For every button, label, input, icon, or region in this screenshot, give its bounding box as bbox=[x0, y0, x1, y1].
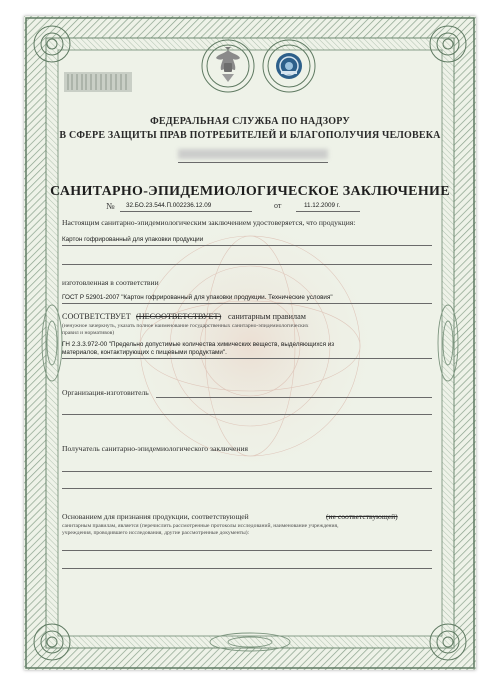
product-name: Картон гофрированный для упаковки продукции bbox=[62, 236, 204, 243]
product-underline-2 bbox=[62, 264, 432, 265]
product-underline bbox=[62, 245, 432, 246]
date-underline bbox=[296, 211, 360, 212]
certificate-page bbox=[24, 16, 476, 670]
basis-struck: (не соответствующей) bbox=[326, 512, 398, 521]
made-per-label: изготовленная в соответствии bbox=[62, 278, 159, 287]
standard-reference: ГОСТ Р 52901-2007 "Картон гофрированный для упаковки продукции. Технические условия" bbox=[62, 294, 333, 301]
conformity-caption-2: правил и нормативов) bbox=[62, 330, 115, 336]
department-underline bbox=[178, 162, 328, 163]
regulation-underline bbox=[62, 358, 432, 359]
conclusion-number: 32.БО.23.544.П.002236.12.09 bbox=[126, 202, 212, 209]
standard-underline bbox=[62, 303, 432, 304]
recipient-underline bbox=[62, 471, 432, 472]
rospotrebnadzor-logo-icon bbox=[275, 52, 303, 80]
number-underline bbox=[120, 211, 252, 212]
basis-caption-2: учреждения, проводившего исследования, другие рассмотренные документы): bbox=[62, 530, 250, 536]
coat-of-arms-icon bbox=[212, 46, 244, 84]
agency-name-line2: В СФЕРЕ ЗАЩИТЫ ПРАВ ПОТРЕБИТЕЛЕЙ И БЛАГОПОЛУЧИЯ ЧЕЛОВЕКА bbox=[59, 130, 441, 141]
certifies-statement: Настоящим санитарно-эпидемиологическим заключением удостоверяется, что продукция: bbox=[62, 218, 356, 227]
basis-prefix: Основанием для признания продукции, соответствующей bbox=[62, 512, 249, 521]
conclusion-date: 11.12.2009 г. bbox=[304, 202, 341, 209]
redacted-department bbox=[178, 149, 328, 159]
basis-underline-2 bbox=[62, 568, 432, 569]
document-title: САНИТАРНО-ЭПИДЕМИОЛОГИЧЕСКОЕ ЗАКЛЮЧЕНИЕ bbox=[50, 184, 450, 199]
basis-underline bbox=[62, 550, 432, 551]
conformity-suffix: санитарным правилам bbox=[228, 312, 306, 321]
manufacturer-label: Организация-изготовитель bbox=[62, 388, 149, 397]
date-from-label: от bbox=[274, 201, 282, 210]
conformity-caption-1: (ненужное зачеркнуть, указать полное наименование государственных санитарно-эпидемиологических bbox=[62, 323, 309, 329]
regulation-line-1: ГН 2.3.3.972-00 "Предельно допустимые количества химических веществ, выделяющихся из bbox=[62, 341, 335, 348]
recipient-label: Получатель санитарно-эпидемиологического заключения bbox=[62, 444, 248, 453]
manufacturer-underline-2 bbox=[62, 414, 432, 415]
conformity-value: (НЕСООТВЕТСТВУЕТ) bbox=[136, 312, 222, 321]
conformity-label: СООТВЕТСТВУЕТ bbox=[62, 312, 131, 321]
manufacturer-underline bbox=[156, 397, 432, 398]
agency-name-line1: ФЕДЕРАЛЬНАЯ СЛУЖБА ПО НАДЗОРУ bbox=[150, 116, 350, 127]
basis-caption-1: санитарным правилам, является (перечислить рассмотренные протоколы исследований, наименование учреждения, bbox=[62, 523, 339, 529]
number-label: № bbox=[106, 201, 115, 211]
regulation-line-2: материалов, контактирующих с пищевыми продуктами". bbox=[62, 349, 227, 356]
recipient-underline-2 bbox=[62, 488, 432, 489]
